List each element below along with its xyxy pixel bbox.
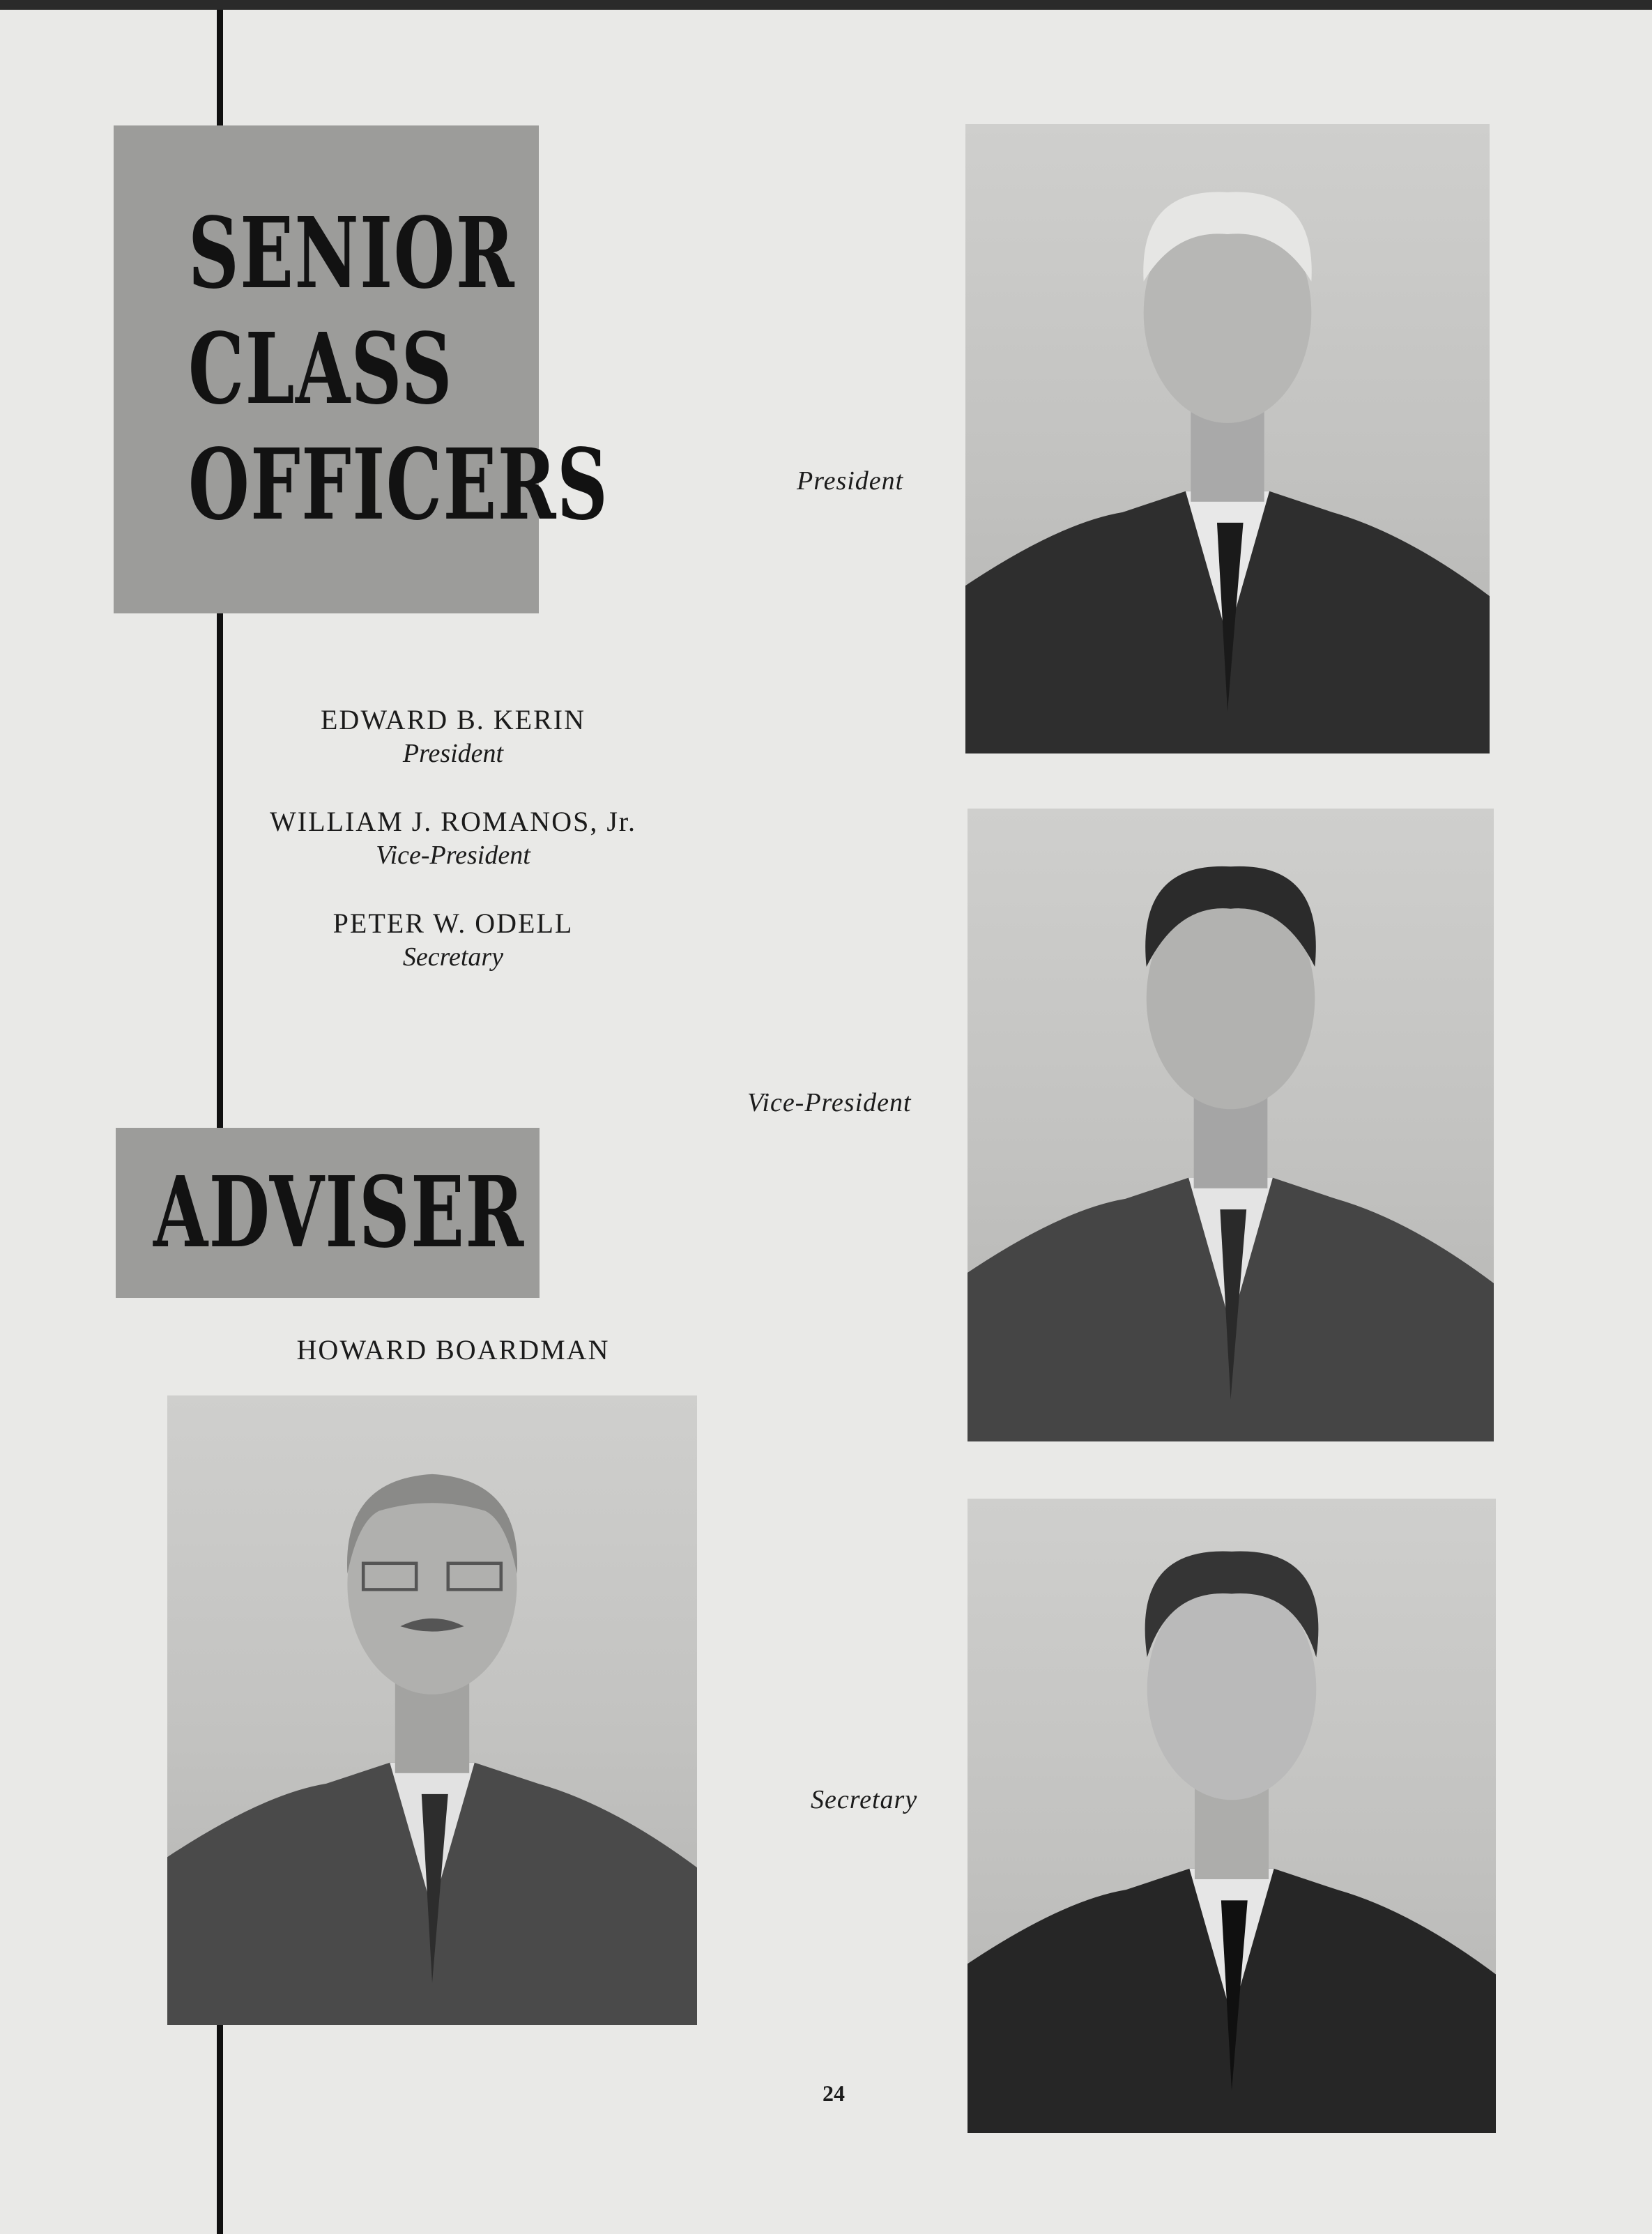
- president-portrait-photo: [965, 124, 1490, 753]
- page-number: 24: [823, 2081, 845, 2106]
- heading-line-class: CLASS: [188, 312, 453, 427]
- officer-name: WILLIAM J. ROMANOS, Jr.: [270, 806, 636, 837]
- heading-line-officers: OFFICERS: [188, 428, 609, 542]
- top-edge: [0, 0, 1652, 10]
- caption-president: President: [797, 466, 904, 496]
- officer-entry: [223, 804, 683, 871]
- officer-entry: [223, 703, 683, 770]
- secretary-portrait-photo: [968, 1499, 1496, 2133]
- vertical-rule-bottom: [217, 2021, 223, 2234]
- adviser-heading-box: [116, 1128, 540, 1298]
- officer-list: [223, 703, 683, 1008]
- officer-role: President: [402, 739, 504, 768]
- heading-line-senior: SENIOR: [188, 197, 516, 311]
- adviser-portrait-photo: [167, 1395, 697, 2025]
- officer-role: Secretary: [402, 942, 504, 972]
- caption-secretary: Secretary: [811, 1785, 918, 1814]
- officer-name: PETER W. ODELL: [332, 908, 574, 939]
- officers-heading-box: [114, 125, 609, 613]
- adviser-name-block: [223, 1333, 683, 1368]
- heading-adviser: ADVISER: [153, 1156, 525, 1270]
- vice-president-portrait-photo: [968, 809, 1494, 1441]
- vertical-rule-middle: [217, 612, 223, 1128]
- officer-entry: [223, 906, 683, 973]
- officer-role: Vice-President: [376, 841, 530, 870]
- caption-vice-president: Vice-President: [747, 1088, 912, 1117]
- vertical-rule-top: [217, 10, 223, 132]
- adviser-name: HOWARD BOARDMAN: [296, 1334, 610, 1365]
- officer-name: EDWARD B. KERIN: [321, 704, 586, 735]
